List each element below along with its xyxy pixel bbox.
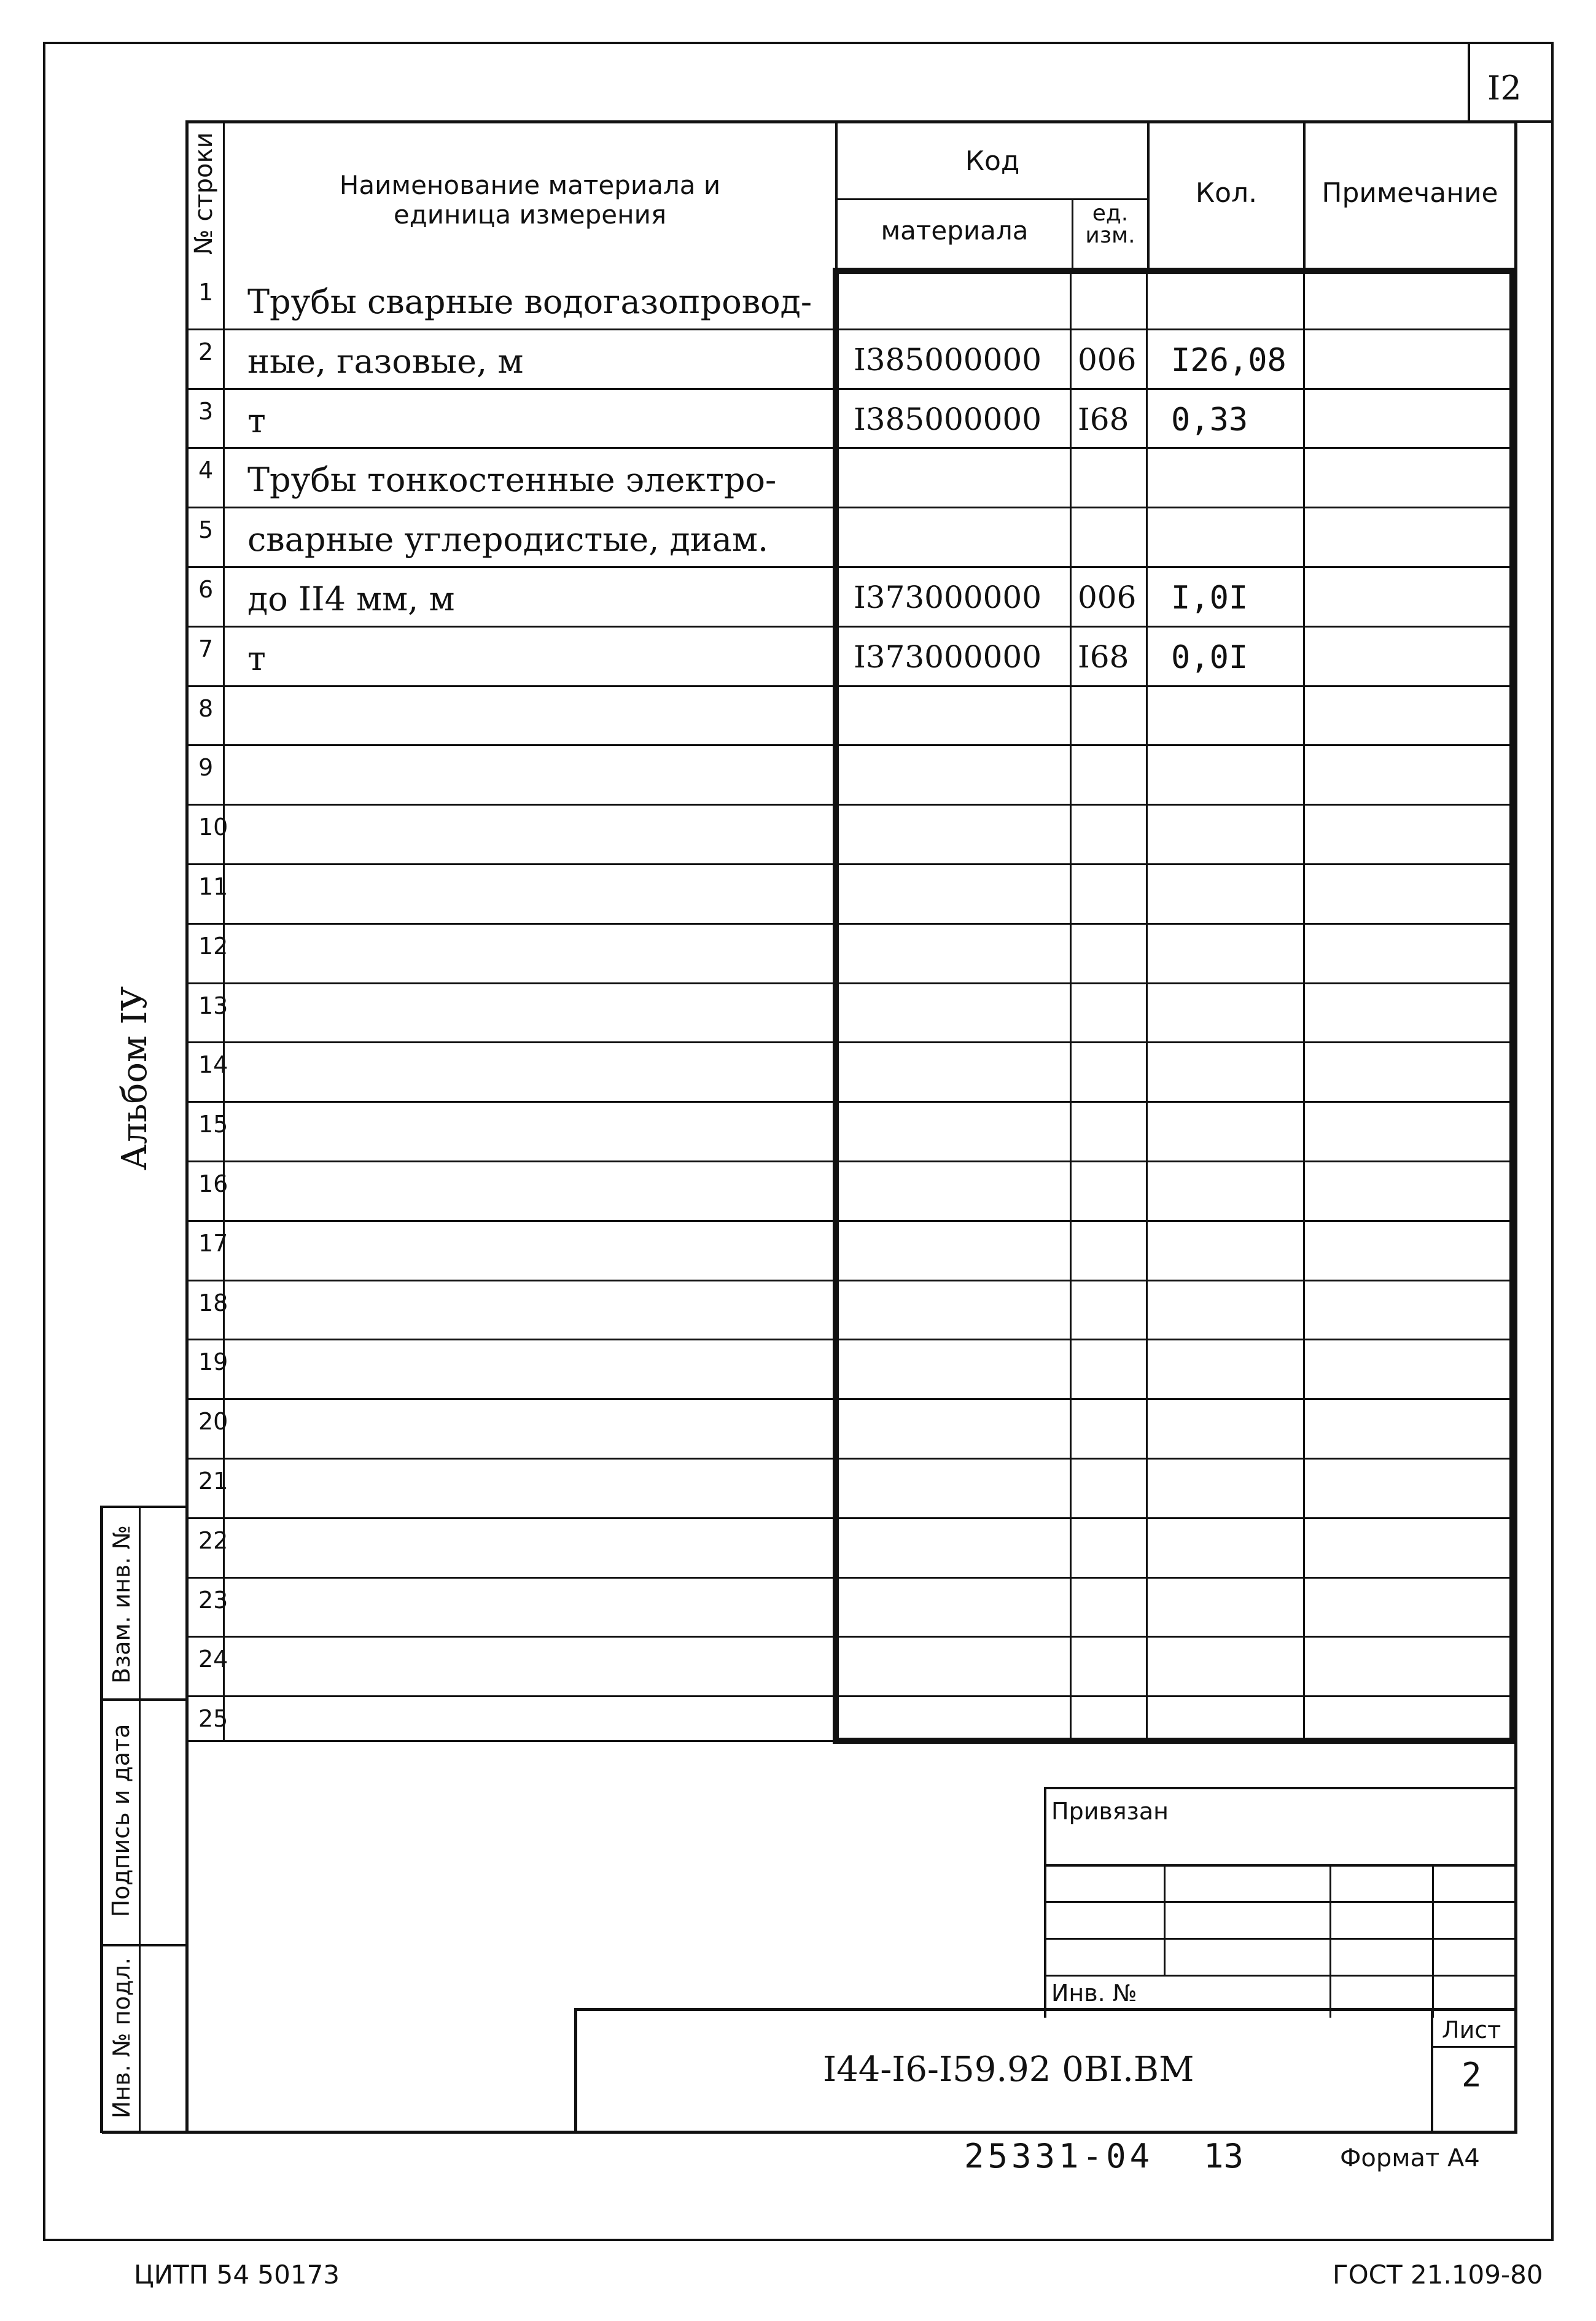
table-row: [186, 865, 1512, 924]
table-row: [186, 567, 1512, 627]
quantity: I,0I: [1171, 580, 1248, 616]
material-code: I385000000: [854, 341, 1042, 378]
sheet-number: I2: [1487, 69, 1522, 107]
table-row: [186, 1162, 1512, 1221]
document-designation: I44-I6-I59.92 0BI.BM: [823, 2050, 1194, 2090]
material-name: т: [247, 639, 266, 678]
table-row: [186, 1043, 1512, 1102]
table-row: [186, 1459, 1512, 1518]
table-row: [186, 984, 1512, 1043]
material-code: I385000000: [854, 401, 1042, 437]
table-row: [186, 805, 1512, 865]
table-row: [186, 1578, 1512, 1638]
row-number: 1: [198, 279, 214, 306]
row-number: 10: [198, 814, 228, 841]
table-row: [186, 1281, 1512, 1340]
quantity: I26,08: [1171, 341, 1287, 379]
quantity: 0,33: [1171, 401, 1248, 438]
material-code: I373000000: [854, 639, 1042, 675]
row-number: 22: [198, 1526, 228, 1554]
stamp-replace-inv: Взам. инв. №: [108, 1525, 135, 1684]
row-number: 19: [198, 1348, 228, 1376]
header-quantity: Кол.: [1195, 177, 1258, 209]
header-row-number: № строки: [190, 132, 218, 255]
table-row: [186, 745, 1512, 805]
inv-no-label: Инв. №: [1051, 1980, 1137, 2007]
unit-code: 006: [1078, 580, 1137, 615]
material-name: ные, газовые, м: [247, 341, 524, 381]
material-name: Трубы тонкостенные электро-: [247, 461, 777, 500]
table-row: [186, 448, 1512, 508]
stamp-signature-date: Подпись и дата: [107, 1724, 134, 1918]
row-number: 17: [198, 1229, 228, 1257]
row-number: 7: [198, 635, 214, 663]
stamp-inv-original: Инв. № подл.: [108, 1957, 135, 2119]
material-code: I373000000: [854, 580, 1042, 615]
table-row: [186, 508, 1512, 567]
table-row: [186, 1340, 1512, 1399]
row-number: 12: [198, 932, 228, 960]
row-number: 6: [198, 576, 214, 603]
row-number: 24: [198, 1646, 228, 1673]
handwritten-number: 25331-04: [964, 2137, 1154, 2175]
table-row: [186, 924, 1512, 984]
material-name: до II4 мм, м: [247, 580, 455, 618]
row-number: 11: [198, 873, 228, 900]
row-number: 18: [198, 1289, 228, 1316]
header-material: материала: [881, 216, 1029, 246]
attached-label: Привязан: [1051, 1798, 1169, 1825]
material-name: сварные углеродистые, диам.: [247, 520, 769, 559]
table-row: [186, 686, 1512, 746]
table-row: [186, 1221, 1512, 1281]
unit-code: 006: [1078, 341, 1137, 378]
table-row: [186, 1102, 1512, 1162]
table-row: [186, 389, 1512, 449]
album-label: Альбом IУ: [115, 986, 155, 1170]
row-number: 8: [198, 694, 214, 722]
footer-left: ЦИТП 54 50173: [134, 2260, 340, 2290]
unit-code: I68: [1078, 639, 1129, 675]
row-number: 20: [198, 1408, 228, 1436]
unit-code: I68: [1078, 401, 1129, 437]
table-row: [186, 627, 1512, 686]
handwritten-number-2: 13: [1204, 2137, 1244, 2175]
material-name: т: [247, 401, 266, 440]
row-number: 14: [198, 1051, 228, 1079]
quantity: 0,0I: [1171, 639, 1248, 676]
header-note: Примечание: [1322, 177, 1498, 209]
table-row: [186, 1399, 1512, 1459]
row-number: 15: [198, 1111, 228, 1138]
row-number: 9: [198, 754, 214, 782]
row-number: 4: [198, 457, 214, 484]
material-name: Трубы сварные водогазопровод-: [247, 282, 812, 321]
row-number: 16: [198, 1170, 228, 1197]
table-row: [186, 1697, 1512, 1756]
row-number: 13: [198, 992, 228, 1019]
header-name: Наименование материала и единица измерения: [339, 170, 721, 230]
table-row: [186, 1637, 1512, 1697]
table-row: [186, 270, 1512, 330]
header-unit-code: ед. изм.: [1085, 201, 1135, 248]
row-number: 5: [198, 516, 214, 544]
sheet-label: Лист: [1442, 2016, 1501, 2043]
header-code: Код: [965, 146, 1020, 177]
sheet-value: 2: [1462, 2056, 1482, 2094]
table-row: [186, 1518, 1512, 1578]
footer-right: ГОСТ 21.109-80: [1333, 2260, 1543, 2290]
row-number: 23: [198, 1586, 228, 1614]
row-number: 25: [198, 1705, 228, 1733]
table-row: [186, 330, 1512, 389]
row-number: 3: [198, 397, 214, 425]
row-number: 2: [198, 338, 214, 365]
format-label: Формат А4: [1340, 2144, 1480, 2172]
row-number: 21: [198, 1468, 228, 1495]
